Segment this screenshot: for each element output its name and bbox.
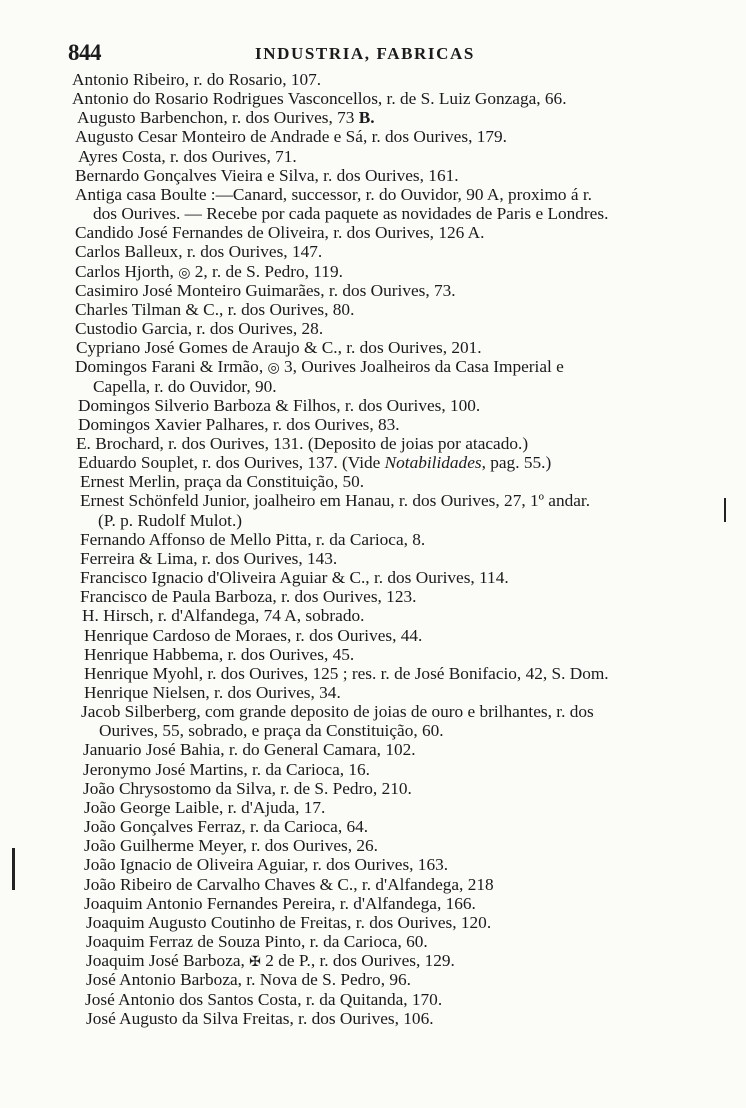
directory-entry <box>0 779 746 798</box>
directory-entry <box>0 913 746 932</box>
entry-text: Jeronymo José Martins, r. da Carioca, 16. <box>83 759 371 779</box>
entry-text: João Ignacio de Oliveira Aguiar, r. dos Ourives, 163. <box>84 855 449 875</box>
entry-text: Henrique Myohl, r. dos Ourives, 125 ; res. r. de José Bonifacio, 42, S. Dom. <box>84 663 609 683</box>
directory-entry <box>0 357 746 395</box>
entry-continuation: Ourives, 55, sobrado, e praça da Constituição, 60. <box>99 721 444 741</box>
entry-text: Charles Tilman & C., r. dos Ourives, 80. <box>75 299 355 319</box>
running-title: INDUSTRIA, FABRICAS <box>255 44 475 63</box>
entry-text: João Guilherme Meyer, r. dos Ourives, 26. <box>84 836 378 856</box>
entry-text: 2 de P., r. dos Ourives, 129. <box>260 951 455 971</box>
entry-text: Carlos Hjorth, <box>75 261 179 281</box>
directory-entry <box>0 300 746 319</box>
directory-entry <box>0 396 746 415</box>
directory-entry <box>0 875 746 894</box>
decoration-icon: ◎ <box>178 264 191 281</box>
entry-text: 2, r. de S. Pedro, 119. <box>190 261 343 281</box>
directory-entry <box>0 626 746 645</box>
directory-entry <box>0 702 746 740</box>
directory-entry <box>0 683 746 702</box>
entry-text: João Ribeiro de Carvalho Chaves & C., r. d'Alfandega, 218 <box>84 874 494 894</box>
entry-text: Custodio Garcia, r. dos Ourives, 28. <box>75 319 324 339</box>
entry-text: Ernest Schönfeld Junior, joalheiro em Hanau, r. dos Ourives, 27, 1º andar. <box>80 491 591 511</box>
entry-text: Cypriano José Gomes de Araujo & C., r. dos Ourives, 201. <box>76 338 482 358</box>
entry-text: Henrique Habbema, r. dos Ourives, 45. <box>84 644 355 664</box>
entry-text: Casimiro José Monteiro Guimarães, r. dos Ourives, 73. <box>75 280 456 300</box>
entry-text: João Chrysostomo da Silva, r. de S. Pedro, 210. <box>83 778 412 798</box>
directory-list <box>0 70 746 1028</box>
entry-text: , pag. 55.) <box>481 453 552 473</box>
entry-text: Joaquim Augusto Coutinho de Freitas, r. dos Ourives, 120. <box>86 912 492 932</box>
directory-entry <box>0 319 746 338</box>
entry-text: Januario José Bahia, r. do General Camara, 102. <box>83 740 416 760</box>
entry-continuation: Capella, r. do Ouvidor, 90. <box>93 376 277 396</box>
margin-mark-right <box>724 498 726 522</box>
entry-text: Antonio do Rosario Rodrigues Vasconcellos, r. de S. Luiz Gonzaga, 66. <box>72 89 567 109</box>
entry-text: Candido José Fernandes de Oliveira, r. dos Ourives, 126 A. <box>75 223 485 243</box>
entry-text: Ayres Costa, r. dos Ourives, 71. <box>78 146 297 166</box>
entry-italic-text: Notabilidades <box>384 453 482 473</box>
entry-text: Ernest Merlin, praça da Constituição, 50. <box>80 472 365 492</box>
directory-entry <box>0 242 746 261</box>
decoration-icon: ◎ <box>267 360 280 377</box>
directory-entry <box>0 434 746 453</box>
directory-entry <box>0 1009 746 1028</box>
entry-text: Francisco Ignacio d'Oliveira Aguiar & C., r. dos Ourives, 114. <box>80 568 509 588</box>
entry-text: Domingos Farani & Irmão, <box>75 357 268 377</box>
directory-entry <box>0 530 746 549</box>
directory-entry <box>0 185 746 223</box>
directory-entry <box>0 760 746 779</box>
directory-entry <box>0 645 746 664</box>
directory-entry <box>0 338 746 357</box>
directory-entry <box>0 587 746 606</box>
entry-text: Eduardo Souplet, r. dos Ourives, 137. (Vide <box>78 453 385 473</box>
directory-entry <box>0 472 746 491</box>
directory-entry <box>0 70 746 89</box>
entry-text: Jacob Silberberg, com grande deposito de joias de ouro e brilhantes, r. dos <box>81 702 594 722</box>
entry-text: Domingos Silverio Barboza & Filhos, r. dos Ourives, 100. <box>78 395 481 415</box>
entry-text: Joaquim José Barboza, <box>86 951 250 971</box>
directory-entry <box>0 970 746 989</box>
directory-entry <box>0 798 746 817</box>
entry-text: José Augusto da Silva Freitas, r. dos Ourives, 106. <box>86 1008 434 1028</box>
entry-text: Ferreira & Lima, r. dos Ourives, 143. <box>80 548 338 568</box>
entry-text: Antonio Ribeiro, r. do Rosario, 107. <box>72 70 322 89</box>
entry-text: Antiga casa Boulte :—Canard, successor, r. do Ouvidor, 90 A, proximo á r. <box>75 184 592 204</box>
directory-entry <box>0 894 746 913</box>
decoration-icon: ✠ <box>249 954 261 971</box>
directory-entry <box>0 166 746 185</box>
entry-text: João Gonçalves Ferraz, r. da Carioca, 64. <box>84 817 369 837</box>
entry-text: Joaquim Antonio Fernandes Pereira, r. d'Alfandega, 166. <box>84 893 476 913</box>
entry-text: Henrique Cardoso de Moraes, r. dos Ourives, 44. <box>84 625 423 645</box>
margin-mark-left <box>12 848 15 890</box>
directory-entry <box>0 740 746 759</box>
directory-entry <box>0 664 746 683</box>
entry-continuation: dos Ourives. — Recebe por cada paquete as novidades de Paris e Londres. <box>93 204 609 224</box>
entry-text: Augusto Cesar Monteiro de Andrade e Sá, r. dos Ourives, 179. <box>75 127 507 147</box>
entry-text: Carlos Balleux, r. dos Ourives, 147. <box>75 242 323 262</box>
directory-entry <box>0 836 746 855</box>
directory-entry <box>0 932 746 951</box>
entry-text: José Antonio dos Santos Costa, r. da Quitanda, 170. <box>85 989 443 1009</box>
directory-entry <box>0 951 746 970</box>
page-header <box>0 38 746 66</box>
directory-entry <box>0 568 746 587</box>
entry-text: E. Brochard, r. dos Ourives, 131. (Deposito de joias por atacado.) <box>76 433 529 453</box>
directory-entry <box>0 491 746 529</box>
directory-entry <box>0 89 746 108</box>
directory-entry <box>0 453 746 472</box>
entry-text: Domingos Xavier Palhares, r. dos Ourives, 83. <box>78 414 400 434</box>
directory-entry <box>0 262 746 281</box>
entry-text: Francisco de Paula Barboza, r. dos Ourives, 123. <box>80 587 417 607</box>
directory-entry <box>0 127 746 146</box>
entry-text: 3, Ourives Joalheiros da Casa Imperial e <box>279 357 564 377</box>
directory-entry <box>0 855 746 874</box>
entry-text: Henrique Nielsen, r. dos Ourives, 34. <box>84 683 341 702</box>
entry-text: José Antonio Barboza, r. Nova de S. Pedro, 96. <box>86 970 411 990</box>
directory-entry <box>0 549 746 568</box>
page-number: 844 <box>68 40 101 65</box>
entry-bold-text: B. <box>358 108 375 128</box>
directory-entry <box>0 817 746 836</box>
entry-text: H. Hirsch, r. d'Alfandega, 74 A, sobrado. <box>82 606 365 626</box>
directory-entry <box>0 223 746 242</box>
entry-continuation: (P. p. Rudolf Mulot.) <box>98 510 243 530</box>
directory-entry <box>0 990 746 1009</box>
entry-text: Joaquim Ferraz de Souza Pinto, r. da Carioca, 60. <box>86 932 428 952</box>
directory-entry <box>0 108 746 127</box>
entry-text: Fernando Affonso de Mello Pitta, r. da Carioca, 8. <box>80 529 426 549</box>
directory-entry <box>0 606 746 625</box>
directory-entry <box>0 415 746 434</box>
entry-text: Augusto Barbenchon, r. dos Ourives, 73 <box>77 108 359 128</box>
entry-text: Bernardo Gonçalves Vieira e Silva, r. dos Ourives, 161. <box>75 165 459 185</box>
entry-text: João George Laible, r. d'Ajuda, 17. <box>84 797 326 817</box>
directory-entry <box>0 147 746 166</box>
directory-entry <box>0 281 746 300</box>
